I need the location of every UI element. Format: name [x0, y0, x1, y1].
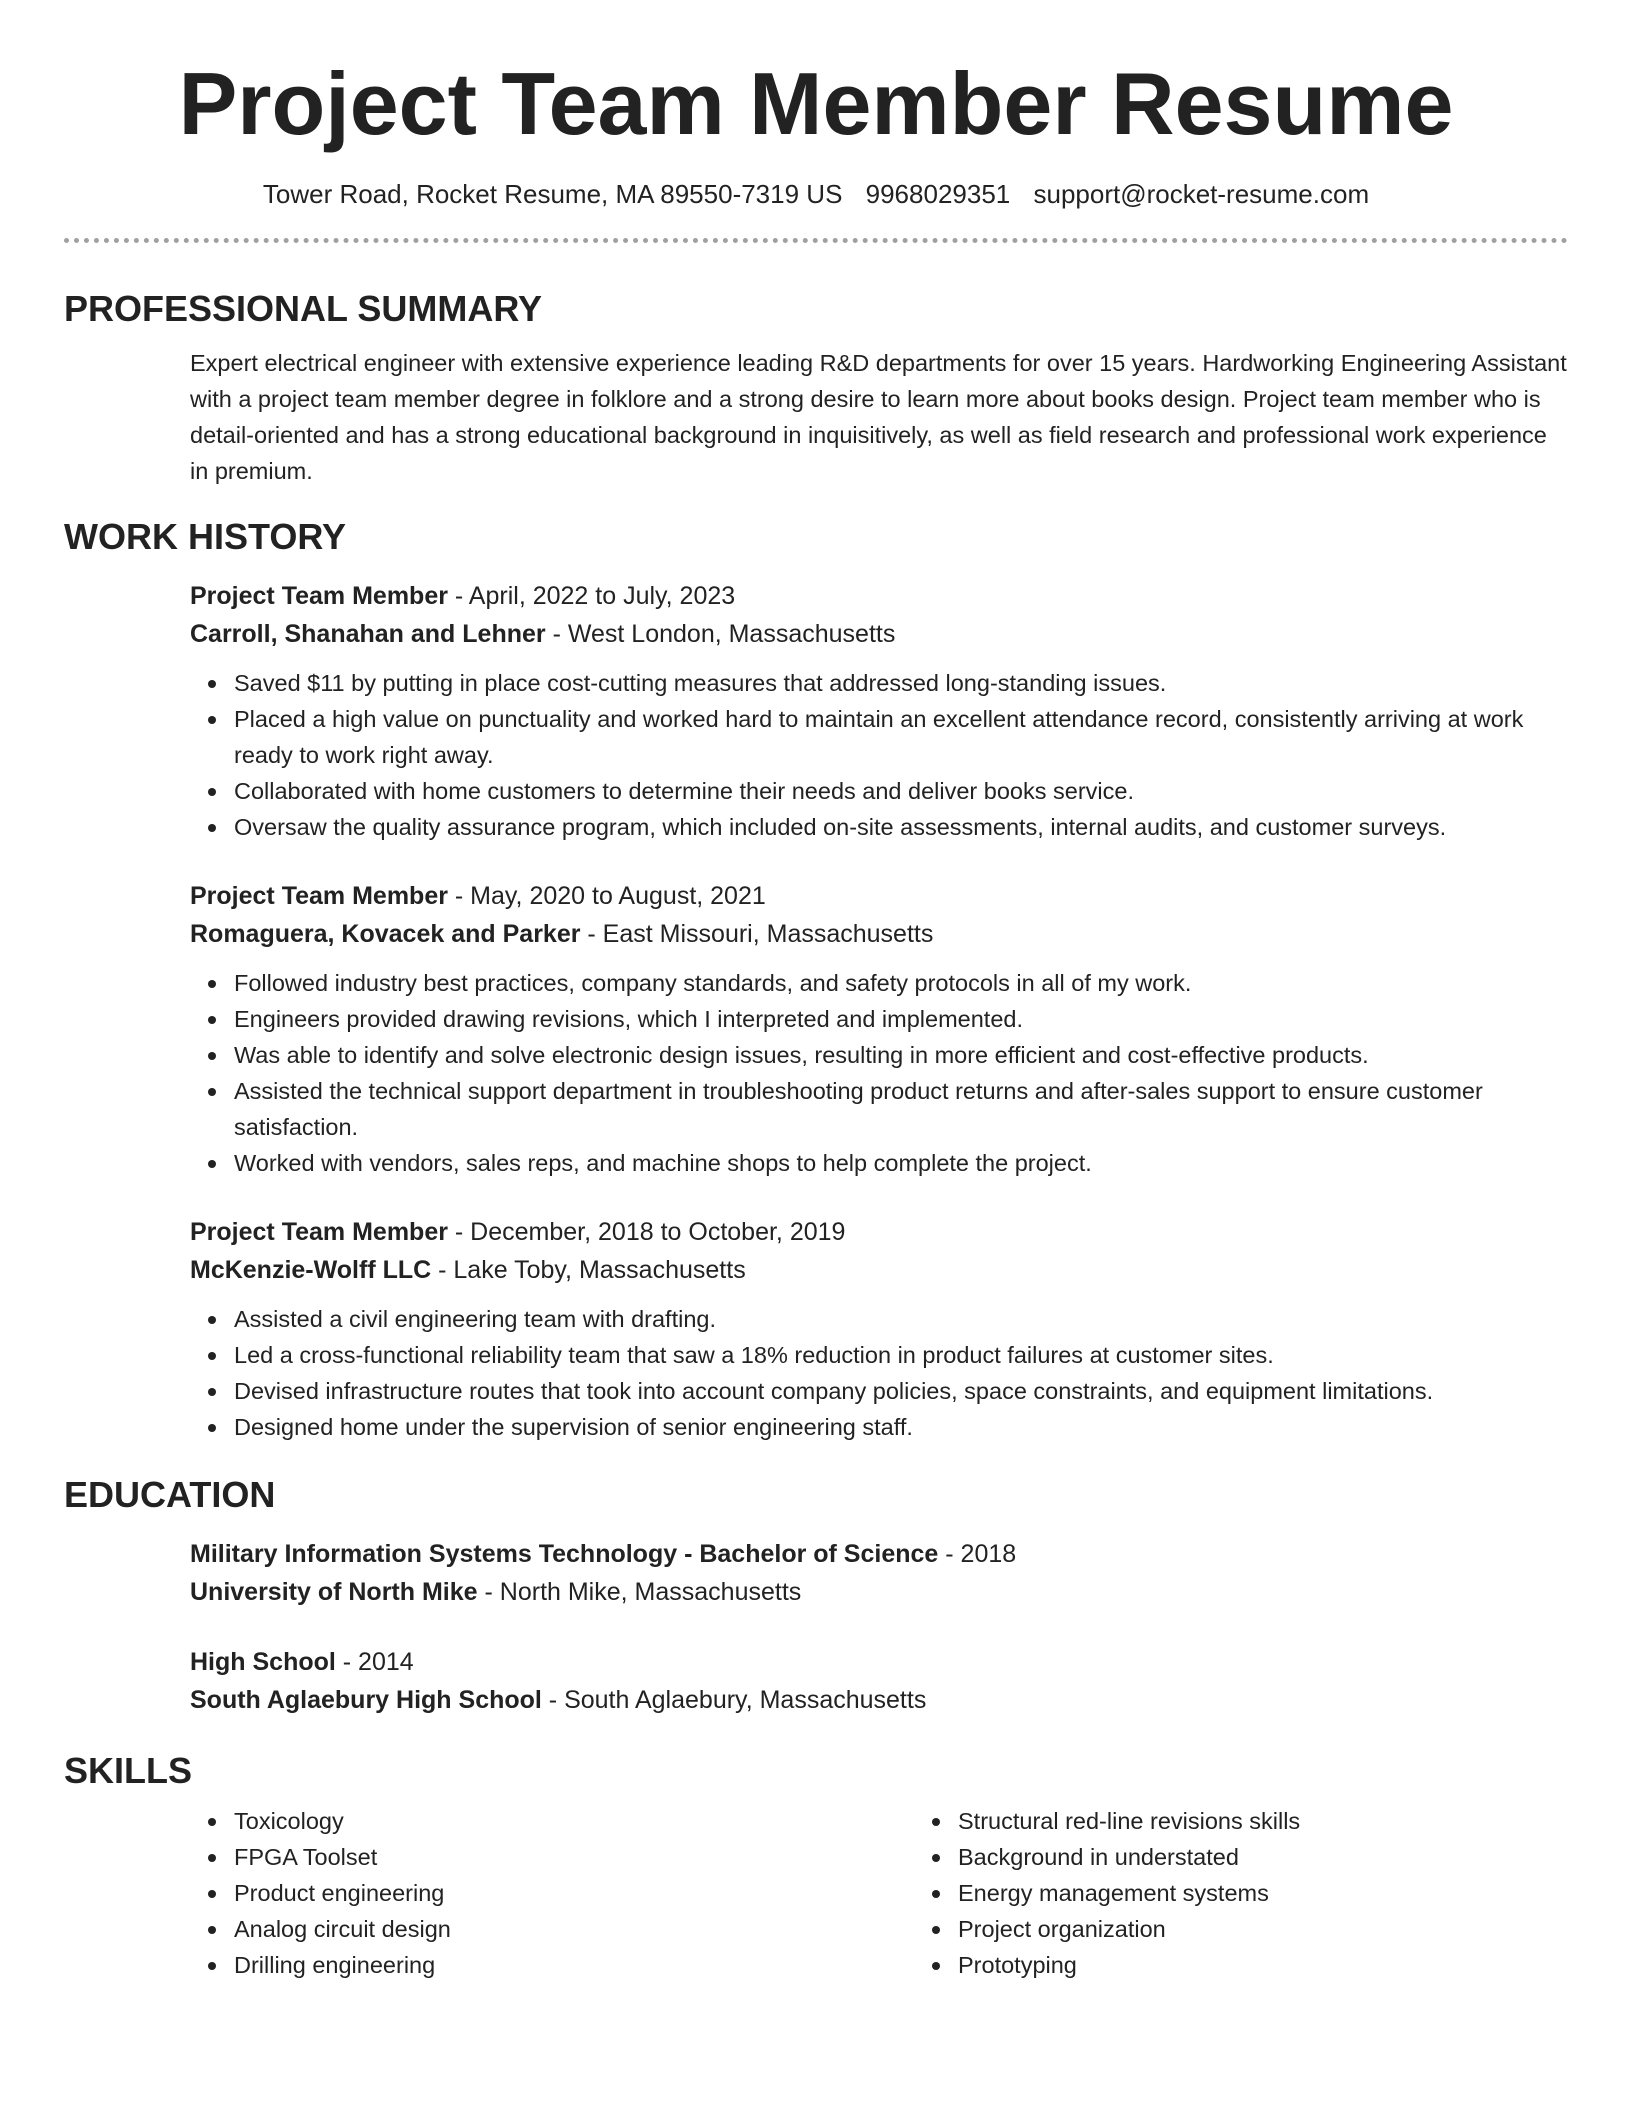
job-entry: [190, 577, 1568, 845]
education-entry: [190, 1535, 1568, 1611]
list-item: FPGA Toolset: [234, 1839, 914, 1875]
education-school-line: [190, 1681, 1568, 1719]
list-item: Structural red-line revisions skills: [958, 1803, 1632, 1839]
education-year: - 2018: [938, 1540, 1017, 1568]
job-bullets: [190, 965, 1568, 1181]
education-heading: EDUCATION: [64, 1474, 276, 1515]
list-item: Project organization: [958, 1911, 1632, 1947]
skills-list-right: [914, 1803, 1632, 1983]
list-item: Toxicology: [234, 1803, 914, 1839]
skills-columns: [190, 1793, 1568, 1983]
list-item: Background in understated: [958, 1839, 1632, 1875]
education-location: - North Mike, Massachusetts: [477, 1578, 802, 1606]
job-company-line: [190, 1251, 1568, 1289]
summary-text: Expert electrical engineer with extensive experience leading R&D departments for over 15 years. Hardworking Engineering Assistant with a project team member degree in folklore and a strong desire to learn more about books design. Project team member who is detail-oriented and has a strong educational background in inquisitively, as well as field research and professional work experience in premium.: [190, 350, 1567, 484]
job-company: McKenzie-Wolff LLC: [190, 1256, 432, 1284]
list-item: Assisted the technical support department in troubleshooting product returns and after-sales support to ensure customer satisfaction.: [234, 1073, 1568, 1145]
job-title: Project Team Member: [190, 882, 448, 910]
list-item: Was able to identify and solve electronic design issues, resulting in more efficient and cost-effective products.: [234, 1037, 1568, 1073]
job-entry: [190, 877, 1568, 1181]
job-location: - East Missouri, Massachusetts: [580, 920, 934, 948]
list-item: Followed industry best practices, company standards, and safety protocols in all of my work.: [234, 965, 1568, 1001]
list-item: Prototyping: [958, 1947, 1632, 1983]
job-bullets: [190, 665, 1568, 845]
job-company: Carroll, Shanahan and Lehner: [190, 620, 546, 648]
education-school: South Aglaebury High School: [190, 1686, 542, 1714]
skills-list-left: [190, 1803, 914, 1983]
education-entry: [190, 1643, 1568, 1719]
list-item: Placed a high value on punctuality and worked hard to maintain an excellent attendance record, consistently arriving at work ready to work right away.: [234, 701, 1568, 773]
job-company-line: [190, 615, 1568, 653]
education-school: University of North Mike: [190, 1578, 478, 1606]
education-location: - South Aglaebury, Massachusetts: [541, 1686, 927, 1714]
education-degree-line: [190, 1643, 1568, 1681]
work-history-heading: WORK HISTORY: [64, 516, 347, 557]
list-item: Collaborated with home customers to determine their needs and deliver books service.: [234, 773, 1568, 809]
list-item: Product engineering: [234, 1875, 914, 1911]
job-company-line: [190, 915, 1568, 953]
list-item: Engineers provided drawing revisions, which I interpreted and implemented.: [234, 1001, 1568, 1037]
job-location: - Lake Toby, Massachusetts: [431, 1256, 746, 1284]
list-item: Devised infrastructure routes that took into account company policies, space constraints, and equipment limitations.: [234, 1373, 1568, 1409]
job-title-line: [190, 577, 1568, 615]
job-dates: - December, 2018 to October, 2019: [447, 1218, 846, 1246]
job-bullets: [190, 1301, 1568, 1445]
job-dates: - May, 2020 to August, 2021: [447, 882, 766, 910]
contact-email: support@rocket-resume.com: [1033, 179, 1370, 209]
list-item: Worked with vendors, sales reps, and machine shops to help complete the project.: [234, 1145, 1568, 1181]
summary-heading: PROFESSIONAL SUMMARY: [64, 288, 543, 329]
contact-line: [64, 176, 1568, 212]
header-divider: [64, 238, 1568, 243]
education-degree-line: [190, 1535, 1568, 1573]
list-item: Saved $11 by putting in place cost-cutting measures that addressed long-standing issues.: [234, 665, 1568, 701]
list-item: Drilling engineering: [234, 1947, 914, 1983]
contact-phone: 9968029351: [865, 179, 1011, 209]
resume-title: Project Team Member Resume: [178, 54, 1454, 153]
job-title: Project Team Member: [190, 582, 448, 610]
job-title-line: [190, 877, 1568, 915]
education-year: - 2014: [335, 1648, 414, 1676]
job-title: Project Team Member: [190, 1218, 448, 1246]
list-item: Designed home under the supervision of senior engineering staff.: [234, 1409, 1568, 1445]
job-title-line: [190, 1213, 1568, 1251]
contact-address: Tower Road, Rocket Resume, MA 89550-7319 US: [262, 179, 843, 209]
job-location: - West London, Massachusetts: [545, 620, 896, 648]
skills-heading: SKILLS: [64, 1750, 193, 1791]
list-item: Led a cross-functional reliability team that saw a 18% reduction in product failures at customer sites.: [234, 1337, 1568, 1373]
education-degree: High School: [190, 1648, 336, 1676]
list-item: Assisted a civil engineering team with drafting.: [234, 1301, 1568, 1337]
list-item: Oversaw the quality assurance program, which included on-site assessments, internal audits, and customer surveys.: [234, 809, 1568, 845]
job-dates: - April, 2022 to July, 2023: [447, 582, 736, 610]
list-item: Analog circuit design: [234, 1911, 914, 1947]
education-degree: Military Information Systems Technology - Bachelor of Science: [190, 1540, 939, 1568]
list-item: Energy management systems: [958, 1875, 1632, 1911]
job-company: Romaguera, Kovacek and Parker: [190, 920, 581, 948]
education-school-line: [190, 1573, 1568, 1611]
job-entry: [190, 1213, 1568, 1445]
